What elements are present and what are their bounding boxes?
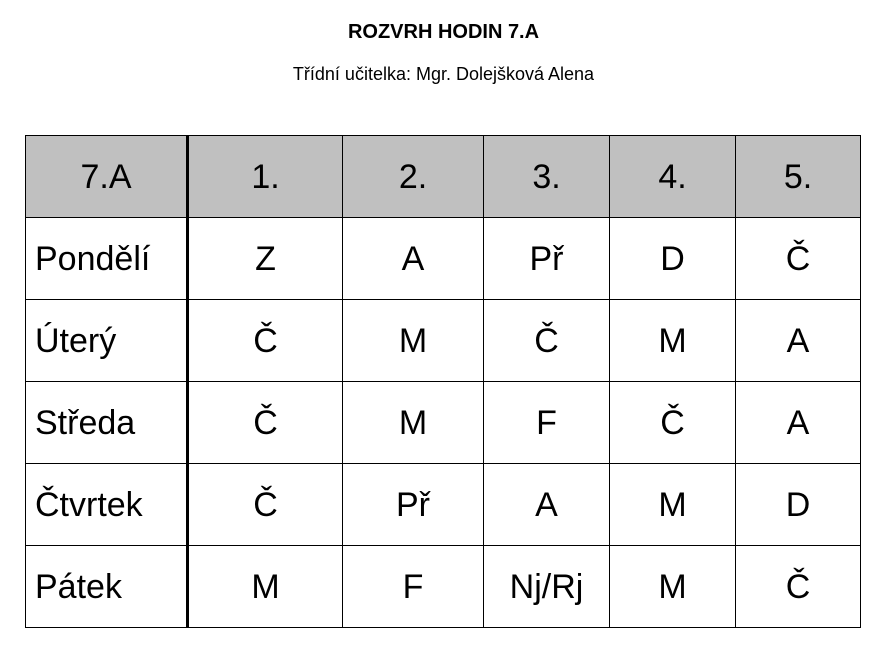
lesson-cell: A [343,218,484,300]
document-title: ROZVRH HODIN 7.A [347,21,540,43]
lesson-cell: M [343,382,484,464]
lesson-cell: Č [188,300,343,382]
class-corner-cell: 7.A [26,136,188,218]
day-label: Pátek [26,546,188,628]
lesson-cell: Z [188,218,343,300]
day-label: Pondělí [26,218,188,300]
period-header-row [26,136,861,218]
lesson-cell: A [736,382,861,464]
day-row-thursday [26,464,861,546]
lesson-cell: M [343,300,484,382]
lesson-cell: A [484,464,610,546]
period-header: 3. [484,136,610,218]
period-header: 1. [188,136,343,218]
lesson-cell: Př [343,464,484,546]
lesson-cell: D [736,464,861,546]
day-label: Středa [26,382,188,464]
lesson-cell: Č [736,218,861,300]
lesson-cell: Č [188,382,343,464]
lesson-cell: Č [736,546,861,628]
lesson-cell: A [736,300,861,382]
day-label: Úterý [26,300,188,382]
lesson-cell: F [484,382,610,464]
lesson-cell: F [343,546,484,628]
lesson-cell: M [610,546,736,628]
class-teacher-line: Třídní učitelka: Mgr. Dolejšková Alena [292,64,595,84]
lesson-cell: Č [188,464,343,546]
period-header: 2. [343,136,484,218]
day-row-friday [26,546,861,628]
period-header: 5. [736,136,861,218]
period-header: 4. [610,136,736,218]
lesson-cell: M [188,546,343,628]
lesson-cell: D [610,218,736,300]
day-label: Čtvrtek [26,464,188,546]
lesson-cell: M [610,464,736,546]
lesson-cell: Č [610,382,736,464]
lesson-cell: Př [484,218,610,300]
schedule-table [25,135,861,628]
lesson-cell: M [610,300,736,382]
day-row-tuesday [26,300,861,382]
lesson-cell: Nj/Rj [484,546,610,628]
day-row-wednesday [26,382,861,464]
day-row-monday [26,218,861,300]
lesson-cell: Č [484,300,610,382]
